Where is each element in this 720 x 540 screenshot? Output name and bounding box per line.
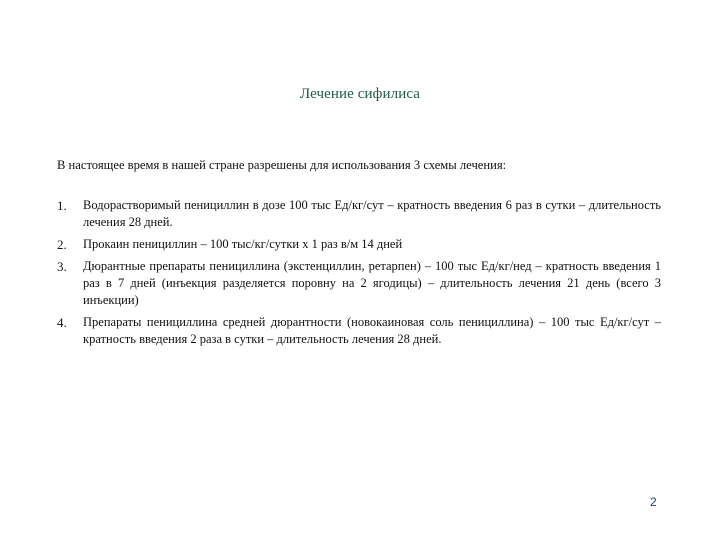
list-item	[57, 314, 661, 348]
list-item-number: 4.	[57, 315, 67, 330]
list-item-number: 2.	[57, 237, 67, 252]
list-item-text: Прокаин пенициллин – 100 тыс/кг/сутки х 1 раз в/м 14 дней	[83, 237, 403, 251]
list-item	[57, 236, 661, 253]
intro-paragraph: В настоящее время в нашей стране разрешены для использования 3 схемы лечения:	[57, 158, 507, 172]
list-item-text: Водорастворимый пенициллин в дозе 100 тыс Ед/кг/сут – кратность введения 6 раз в сутки – длительность лечения 28 дней.	[83, 198, 661, 229]
treatment-schemes-list	[57, 197, 661, 353]
list-item-number: 1.	[57, 198, 67, 213]
page-number: 2	[650, 495, 657, 509]
list-item-text: Препараты пенициллина средней дюрантности (новокаиновая соль пенициллина) – 100 тыс Ед/кг/сут – кратность введения 2 раза в сутки – длительность лечения 28 дней.	[83, 315, 661, 346]
list-item-text: Дюрантные препараты пенициллина (экстенциллин, ретарпен) – 100 тыс Ед/кг/нед – кратность введения 1 раз в 7 дней (инъекция разделяется поровну на 2 ягодицы) – длительность лечения 21 день (всего 3 инъекции)	[83, 259, 661, 307]
list-item-number: 3.	[57, 259, 67, 274]
slide-title: Лечение сифилиса	[299, 86, 421, 102]
list-item	[57, 258, 661, 309]
list-item	[57, 197, 661, 231]
